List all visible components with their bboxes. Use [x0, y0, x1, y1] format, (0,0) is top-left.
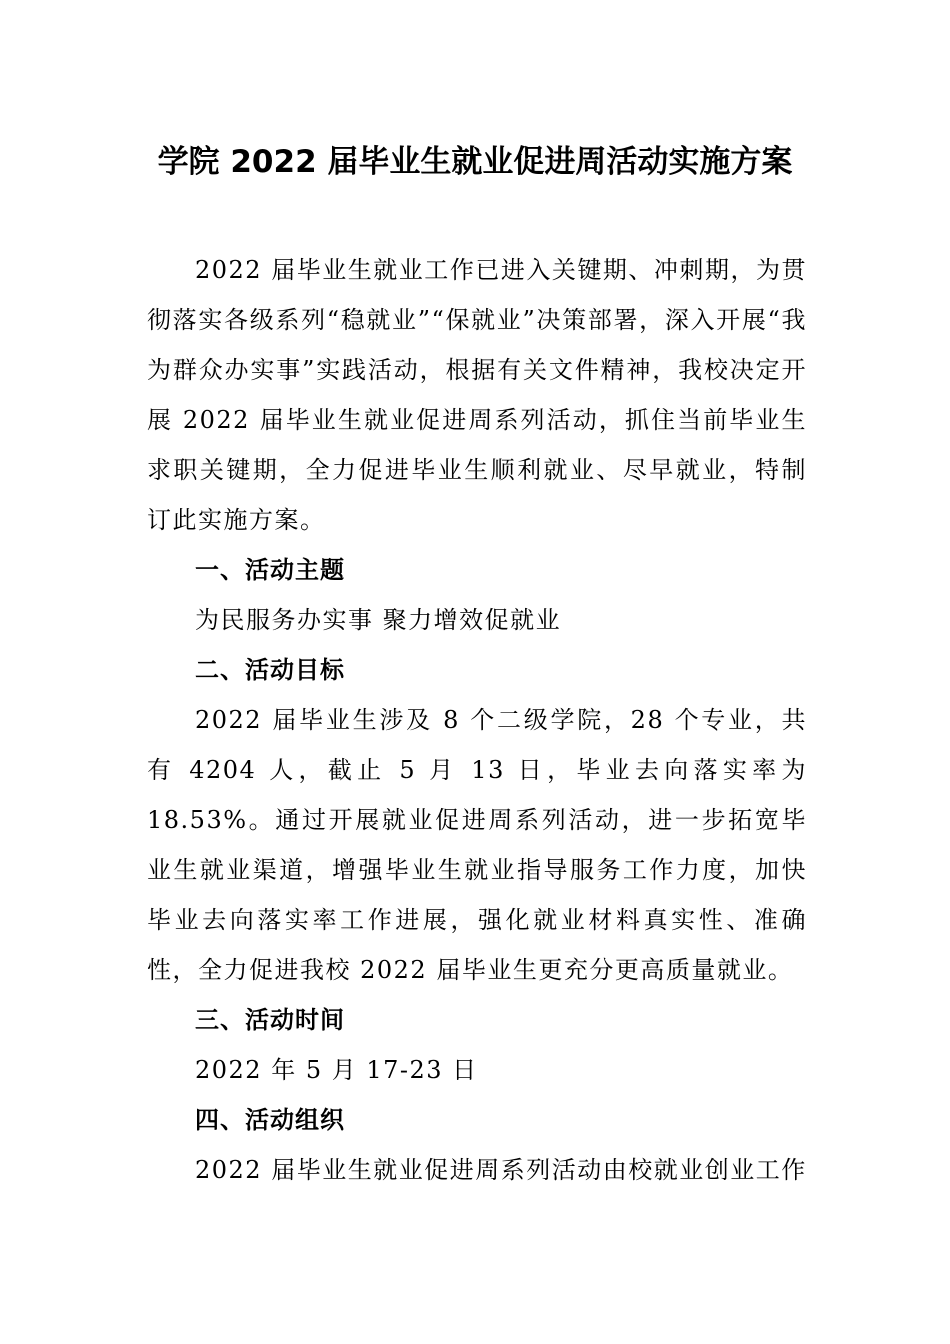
document-title: 学院 2022 届毕业生就业促进周活动实施方案 [157, 144, 793, 180]
section-text-goal: 2022 届毕业生涉及 8 个二级学院，28 个专业，共有 4204 人，截止 5 月 13 日，毕业去向落实率为 18.53%。通过开展就业促进周系列活动，进一步拓宽毕业生就业渠道，增强毕业生就业指导服务工作力度，加快毕业去向落实率工作进展，强化就业材料真实性、准确性，全力促进我校 2022 届毕业生更充分更高质量就业。 [147, 706, 807, 984]
section-heading-theme: 一、活动主题 [195, 556, 345, 584]
section-text-time: 2022 年 5 月 17-23 日 [195, 1056, 478, 1084]
section-heading-goal: 二、活动目标 [195, 656, 345, 684]
section-heading-time: 三、活动时间 [195, 1006, 345, 1034]
intro-paragraph: 2022 届毕业生就业工作已进入关键期、冲刺期，为贯彻落实各级系列“稳就业”“保就业”决策部署，深入开展“我为群众办实事”实践活动，根据有关文件精神，我校决定开展 2022 届毕业生就业促进周系列活动，抓住当前毕业生求职关键期，全力促进毕业生顺利就业、尽早就业，特制订此实施方案。 [147, 256, 807, 534]
document-body [147, 245, 807, 1195]
section-heading-organization: 四、活动组织 [195, 1106, 345, 1134]
section-text-theme: 为民服务办实事 聚力增效促就业 [195, 606, 562, 634]
section-text-organization: 2022 届毕业生就业促进周系列活动由校就业创业工作 [195, 1156, 807, 1184]
